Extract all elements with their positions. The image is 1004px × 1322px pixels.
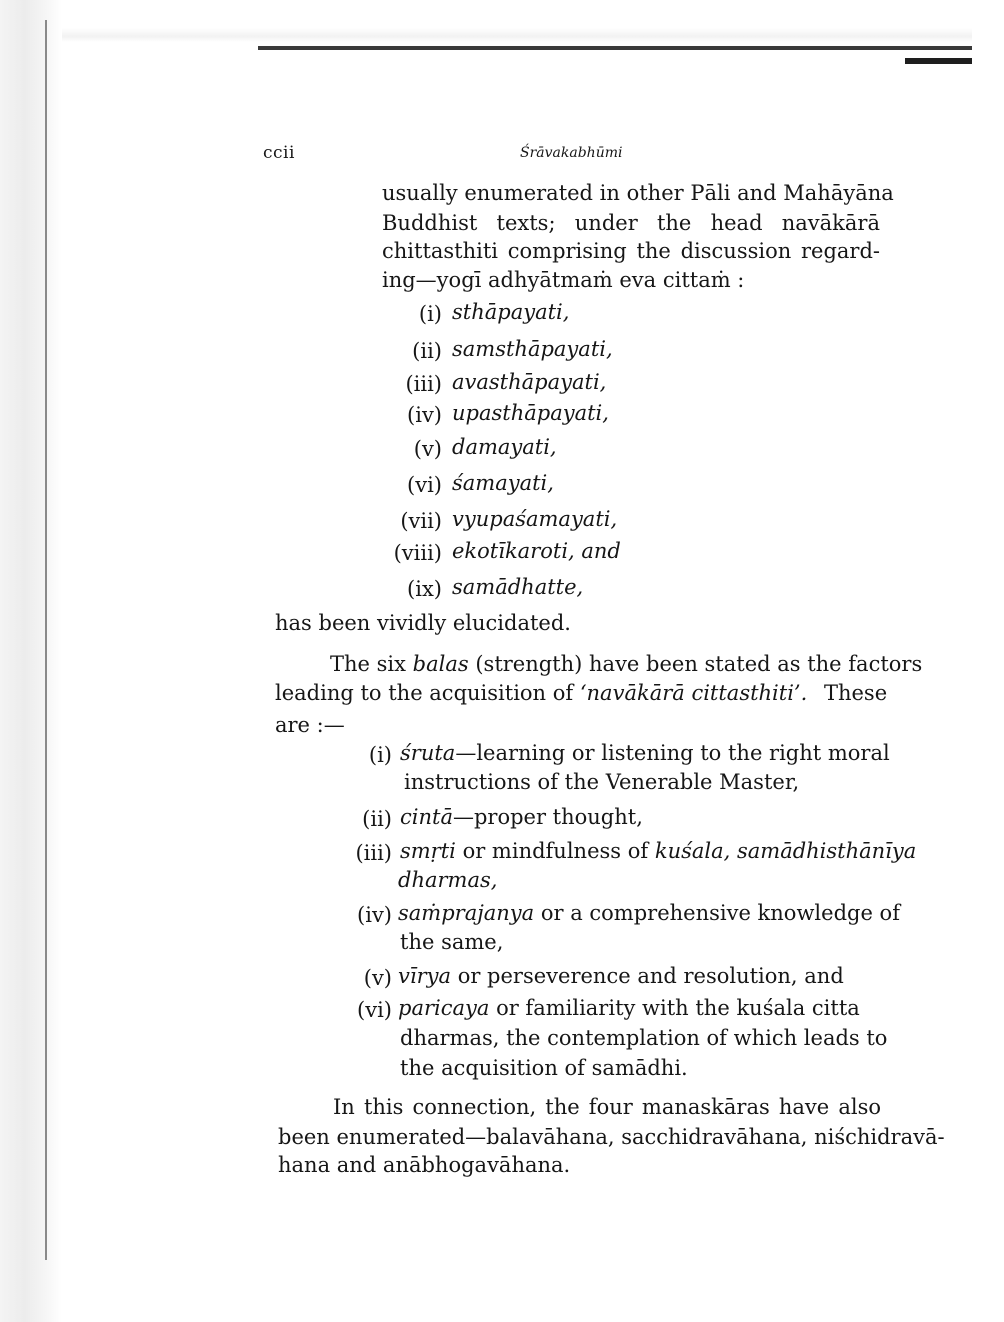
para2-line-2 (275, 683, 887, 704)
list-item-line: dharmas, the contemplation of which leads to (400, 1026, 888, 1050)
list-item-term: śamayati, (452, 471, 554, 495)
list-item-number: (vii) (400, 509, 442, 533)
list-item-number: (ix) (407, 577, 442, 601)
list1-closing: has been vividly elucidated. (275, 611, 571, 635)
list-item-term: kuśala, samādhisthānīya (654, 839, 917, 863)
para1-line-1: usually enumerated in other Pāli and Mahāyāna (382, 181, 894, 205)
list-item-term: ekotīkaroti, and (452, 539, 621, 563)
para1-line-3: chittasthiti comprising the discussion regard- (382, 239, 880, 263)
top-rule (258, 46, 972, 50)
list-item-number: (iii) (405, 372, 442, 396)
list-item-number: (vi) (357, 998, 392, 1022)
list-item-number: (ii) (362, 807, 392, 831)
running-title: Śrāvakabhūmi (520, 145, 623, 161)
list-item-line (398, 998, 860, 1019)
list-item-term: sthāpayati, (452, 300, 570, 324)
list-item-term: cintā (400, 805, 453, 829)
list-item-term: smṛti (400, 839, 456, 863)
list-item-term: samsthāpayati, (452, 337, 613, 361)
list-item-term: vyupaśamayati, (452, 507, 618, 531)
list-item-number: (ii) (412, 339, 442, 363)
list-item-line (398, 903, 900, 924)
para1-line-2: Buddhist texts; under the head navākārā (382, 211, 880, 235)
list-item-number: (vi) (407, 473, 442, 497)
list-item-term: samādhatte, (452, 575, 584, 599)
list-item-term: upasthāpayati, (452, 401, 609, 425)
list-item-text: —learning or listening to the right moral (455, 741, 890, 765)
list-item-number: (v) (413, 437, 442, 461)
top-scan-shade (62, 28, 972, 42)
list-item-line (398, 966, 844, 987)
list-item-line: dharmas, (398, 868, 498, 892)
top-rule-end (905, 58, 972, 64)
list-item-term: vīrya (398, 964, 452, 988)
list-item-term: avasthāpayati, (452, 370, 607, 394)
list-item-number: (i) (368, 743, 392, 767)
para3-line-2: been enumerated—balavāhana, sacchidravāhana, niśchidravā- (278, 1125, 945, 1149)
book-spine-shadow (0, 0, 62, 1322)
page-edge-line (45, 20, 47, 1260)
para2-text: The six (330, 652, 406, 676)
list-item-term: saṁprajanya (398, 901, 535, 925)
para3-line-1: In this connection, the four manaskāras have also (333, 1095, 881, 1119)
para3-line-3: hana and anābhogavāhana. (278, 1153, 571, 1177)
list-item-number: (i) (418, 302, 442, 326)
list-item-text: or a comprehensive knowledge of (540, 901, 900, 925)
list-item-text: or mindfulness of (462, 839, 649, 863)
list-item-line: the same, (400, 930, 504, 954)
list-item-line (400, 807, 643, 828)
list-item-number: (iv) (357, 903, 392, 927)
list-item-line: the acquisition of samādhi. (400, 1056, 688, 1080)
list-item-line: instructions of the Venerable Master, (404, 770, 800, 794)
list-item-term: damayati, (452, 435, 557, 459)
para2-line-1 (330, 654, 922, 675)
para2-term: ‘navākārā cittasthiti’. (579, 681, 808, 705)
para2-text: These (823, 681, 888, 705)
list-item-text: or perseverence and resolution, and (457, 964, 844, 988)
para2-term: balas (412, 652, 469, 676)
list-item-text: —proper thought, (452, 805, 643, 829)
page-number: ccii (263, 143, 295, 163)
list-item-number: (iii) (355, 841, 392, 865)
list-item-text: or familiarity with the kuśala citta (496, 996, 860, 1020)
list-item-term: paricaya (398, 996, 490, 1020)
para2-text: (strength) have been stated as the factors (475, 652, 923, 676)
para1-line-4: ing—yogī adhyātmaṁ eva cittaṁ : (382, 268, 745, 292)
list-item-line (400, 743, 890, 764)
list-item-term: śruta (400, 741, 456, 765)
list-item-number: (v) (363, 966, 392, 990)
list-item-line (400, 841, 916, 862)
para2-text: leading to the acquisition of (275, 681, 574, 705)
para2-line-3: are :— (275, 713, 345, 737)
list-item-number: (iv) (407, 403, 442, 427)
list-item-number: (viii) (393, 541, 442, 565)
